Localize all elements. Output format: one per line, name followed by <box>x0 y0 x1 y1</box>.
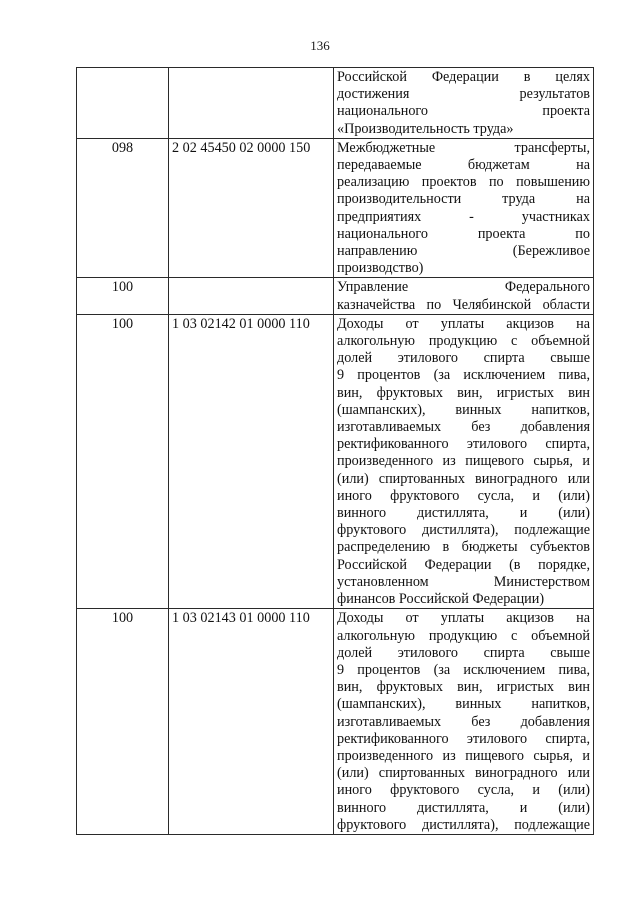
income-name-line: винного дистиллята, и (или) <box>337 799 590 816</box>
income-name-line: изготавливаемых без добавления <box>337 419 590 436</box>
income-name-line: Российской Федерации (в порядке, <box>337 556 590 573</box>
income-name-line: «Производительность труда» <box>337 120 514 137</box>
income-name-line: передаваемые бюджетам на <box>337 157 590 174</box>
income-name-line: финансов Российской Федерации) <box>337 591 545 608</box>
income-name-line: вин, фруктовых вин, игристых вин <box>337 384 590 401</box>
income-name-line: Межбюджетные трансферты, <box>337 139 590 156</box>
income-name-line: ректификованного этилового спирта, <box>337 436 590 453</box>
income-name-line: фруктового дистиллята), подлежащие <box>337 816 590 833</box>
page-number: 136 <box>310 38 330 53</box>
income-code-cell: 1 03 02143 01 0000 110 <box>169 609 334 835</box>
income-name-line: произведенного из пищевого сырья, и <box>337 747 590 764</box>
income-name-line: 9 процентов (за исключением пива, <box>337 661 590 678</box>
table-row <box>77 138 594 278</box>
income-name-line: иного фруктового сусла, и (или) <box>337 487 590 504</box>
income-name-line: национального проекта <box>337 103 590 120</box>
admin-code-cell <box>77 68 169 139</box>
income-name-line: вин, фруктовых вин, игристых вин <box>337 679 590 696</box>
admin-code-cell: 100 <box>77 609 169 835</box>
income-code-cell <box>169 68 334 139</box>
income-code-cell: 2 02 45450 02 0000 150 <box>169 138 334 278</box>
income-name-line: ректификованного этилового спирта, <box>337 730 590 747</box>
income-name-cell <box>334 68 594 139</box>
income-code-cell <box>169 278 334 314</box>
income-name-cell <box>334 609 594 835</box>
income-name-line: Доходы от уплаты акцизов на <box>337 610 590 627</box>
income-name-line: фруктового дистиллята), подлежащие <box>337 522 590 539</box>
income-name-line: 9 процентов (за исключением пива, <box>337 367 590 384</box>
admin-code-cell: 100 <box>77 314 169 608</box>
income-name-line: установленном Министерством <box>337 573 590 590</box>
income-name-line: производительности труда на <box>337 191 590 208</box>
income-name-line: (или) спиртованных виноградного или <box>337 765 590 782</box>
income-name-line: реализацию проектов по повышению <box>337 174 590 191</box>
income-name-line: национального проекта по <box>337 225 590 242</box>
admin-code-cell: 100 <box>77 278 169 314</box>
table-row <box>77 314 594 608</box>
income-name-line: иного фруктового сусла, и (или) <box>337 782 590 799</box>
income-name-cell <box>334 278 594 314</box>
income-name-line: предприятиях - участниках <box>337 208 590 225</box>
income-name-line: казначейства по Челябинской области <box>337 296 590 313</box>
income-name-line: винного дистиллята, и (или) <box>337 505 590 522</box>
income-name-line: достижения результатов <box>337 86 590 103</box>
income-name-line: направлению (Бережливое <box>337 243 590 260</box>
income-name-line: (шампанских), винных напитков, <box>337 696 590 713</box>
revenue-codes-table <box>76 67 594 835</box>
income-name-cell <box>334 314 594 608</box>
income-name-line: производство) <box>337 260 424 277</box>
income-name-line: долей этилового спирта свыше <box>337 644 590 661</box>
income-name-line: изготавливаемых без добавления <box>337 713 590 730</box>
table-body <box>77 68 594 835</box>
income-code-cell: 1 03 02142 01 0000 110 <box>169 314 334 608</box>
income-name-line: алкогольную продукцию с объемной <box>337 333 590 350</box>
income-name-line: (или) спиртованных виноградного или <box>337 470 590 487</box>
income-name-line: (шампанских), винных напитков, <box>337 401 590 418</box>
income-name-line: алкогольную продукцию с объемной <box>337 627 590 644</box>
admin-code-cell: 098 <box>77 138 169 278</box>
table-row <box>77 278 594 314</box>
income-name-line: долей этилового спирта свыше <box>337 350 590 367</box>
income-name-line: Российской Федерации в целях <box>337 69 590 85</box>
income-name-line: Управление Федерального <box>337 279 590 296</box>
table-row <box>77 609 594 835</box>
income-name-line: произведенного из пищевого сырья, и <box>337 453 590 470</box>
income-name-line: Доходы от уплаты акцизов на <box>337 315 590 332</box>
income-name-cell <box>334 138 594 278</box>
income-name-line: распределению в бюджеты субъектов <box>337 539 590 556</box>
table-row <box>77 68 594 139</box>
